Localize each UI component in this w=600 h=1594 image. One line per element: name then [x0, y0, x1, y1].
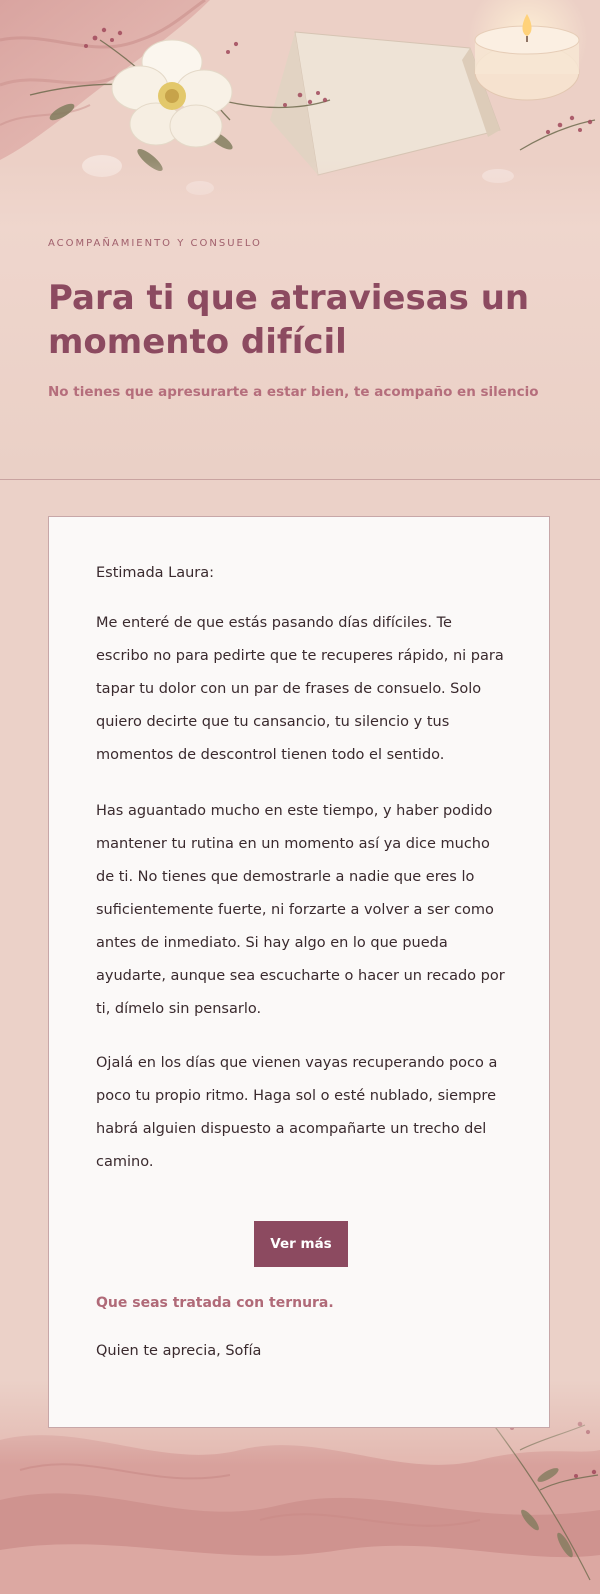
candle-icon: [468, 0, 588, 100]
eyebrow-label: ACOMPAÑAMIENTO Y CONSUELO: [48, 238, 262, 249]
hero-header: [0, 0, 600, 480]
header-divider: [0, 479, 600, 480]
page-title: Para ti que atraviesas un momento difícil: [48, 278, 530, 362]
letter-greeting: Estimada Laura:: [96, 565, 215, 581]
letter-card: [48, 516, 550, 1428]
letter-paragraph-2: Has aguantado mucho en este tiempo, y haber podido mantener tu rutina en un momento así ya dice mucho de ti. No tienes que demostrarle a nadie que eres lo suficientemente fuerte, ni forzarte a volver a ser como antes de inmediato. Si hay algo en lo que pueda ayudarte, aunque sea escucharte o hacer un recado por ti, dímelo sin pensarlo.: [96, 803, 505, 1017]
hero-illustration: [0, 0, 600, 230]
see-more-button[interactable]: Ver más: [254, 1221, 348, 1267]
letter-paragraph-3: Ojalá en los días que vienen vayas recuperando poco a poco tu propio ritmo. Haga sol o esté nublado, siempre habrá alguien dispuesto a acompañarte un trecho del camino.: [96, 1055, 498, 1170]
page-subtitle: No tienes que apresurarte a estar bien, te acompaño en silencio: [48, 384, 539, 400]
letter-paragraph-1: Me enteré de que estás pasando días difíciles. Te escribo no para pedirte que te recuperes rápido, ni para tapar tu dolor con un par de frases de consuelo. Solo quiero decirte que tu cansancio, tu silencio y tus momentos de descontrol tienen todo el sentido.: [96, 615, 504, 763]
letter-closing: Que seas tratada con ternura.: [96, 1295, 334, 1311]
letter-signature: Quien te aprecia, Sofía: [96, 1343, 262, 1359]
